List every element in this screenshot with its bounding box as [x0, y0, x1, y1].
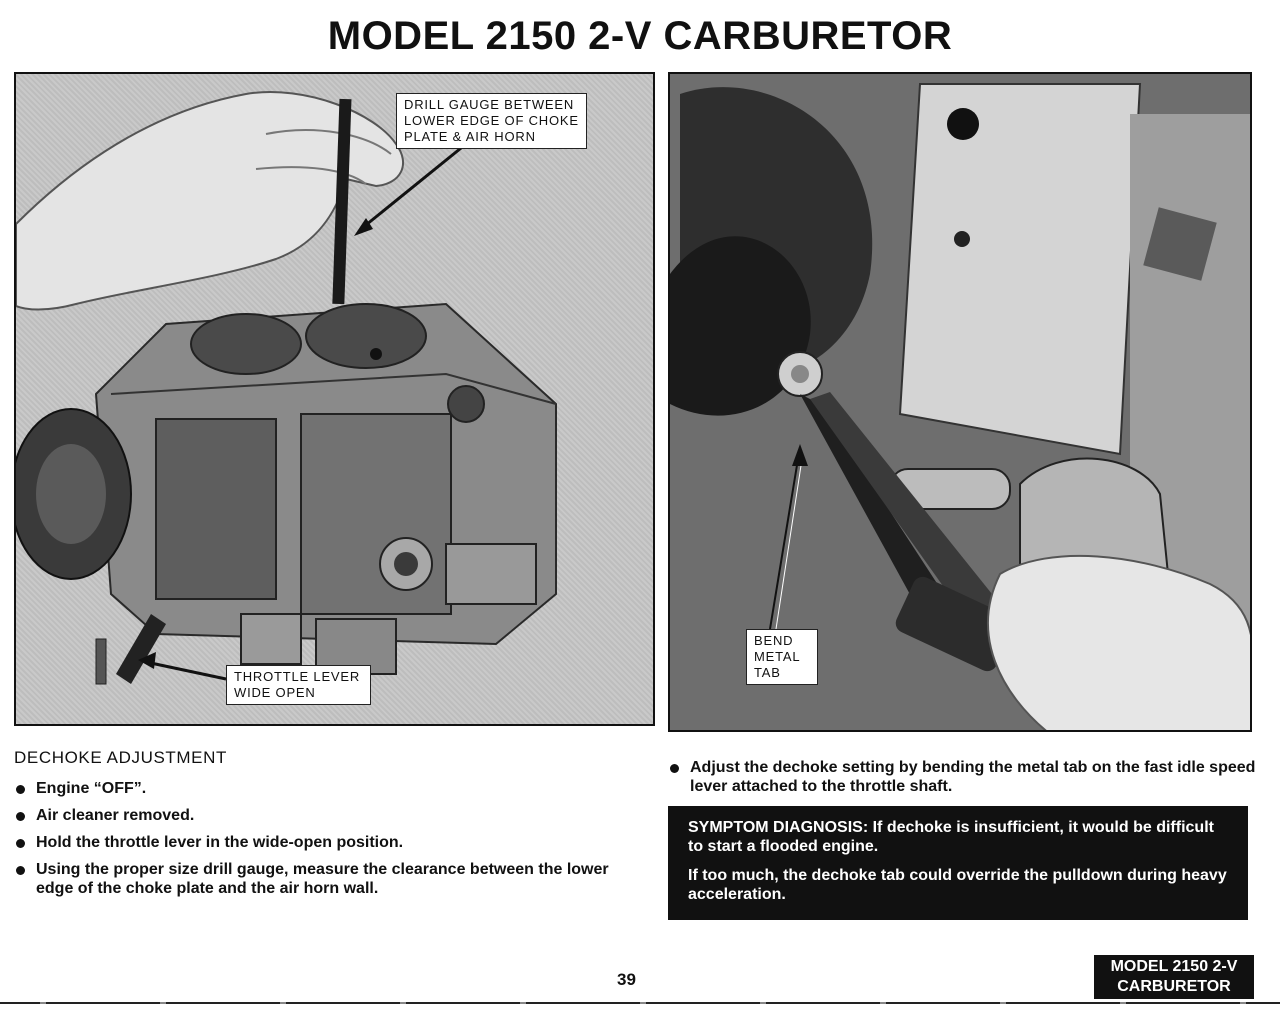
symptom-paragraph: SYMPTOM DIAGNOSIS: If dechoke is insufficient, it would be difficult to start a flooded engine.: [688, 819, 1214, 855]
list-item: Adjust the dechoke setting by bending the metal tab on the fast idle speed lever attached to the throttle shaft.: [668, 758, 1258, 796]
page-title: MODEL 2150 2-V CARBURETOR: [327, 14, 953, 58]
section-heading: DECHOKE ADJUSTMENT: [14, 748, 227, 767]
callout-line: THROTTLE LEVER: [234, 669, 361, 684]
carburetor-drill-gauge-photo: [14, 72, 655, 726]
footer-tab-line: CARBURETOR: [1117, 978, 1231, 995]
symptom-diagnosis-box: [668, 806, 1248, 920]
callout-line: PLATE & AIR HORN: [404, 129, 536, 144]
footer-tab-line: MODEL 2150 2-V: [1110, 958, 1238, 975]
callout-line: LOWER EDGE OF CHOKE: [404, 113, 579, 128]
bend-metal-tab-callout: [746, 629, 818, 685]
bottom-rule: [0, 1002, 1280, 1004]
right-bullet-list: [668, 758, 1258, 804]
drill-gauge-callout: [396, 93, 587, 149]
bend-metal-tab-photo: [668, 72, 1252, 732]
list-item: Using the proper size drill gauge, measure the clearance between the lower edge of the choke plate and the air horn wall.: [14, 860, 614, 898]
carburetor-photo-illustration: [16, 74, 655, 726]
callout-line: DRILL GAUGE BETWEEN: [404, 97, 575, 112]
callout-line: TAB: [754, 665, 781, 680]
callout-line: BEND: [754, 633, 794, 648]
list-item: Hold the throttle lever in the wide-open position.: [14, 833, 614, 852]
callout-line: METAL: [754, 649, 801, 664]
list-item: Air cleaner removed.: [14, 806, 614, 825]
callout-line: WIDE OPEN: [234, 685, 316, 700]
footer-section-tab: [1094, 955, 1254, 999]
left-bullet-list: [14, 779, 614, 906]
symptom-paragraph: If too much, the dechoke tab could override the pulldown during heavy acceleration.: [688, 867, 1227, 903]
list-item: Engine “OFF”.: [14, 779, 614, 798]
throttle-lever-callout: [226, 665, 371, 705]
page-number: 39: [617, 970, 636, 989]
